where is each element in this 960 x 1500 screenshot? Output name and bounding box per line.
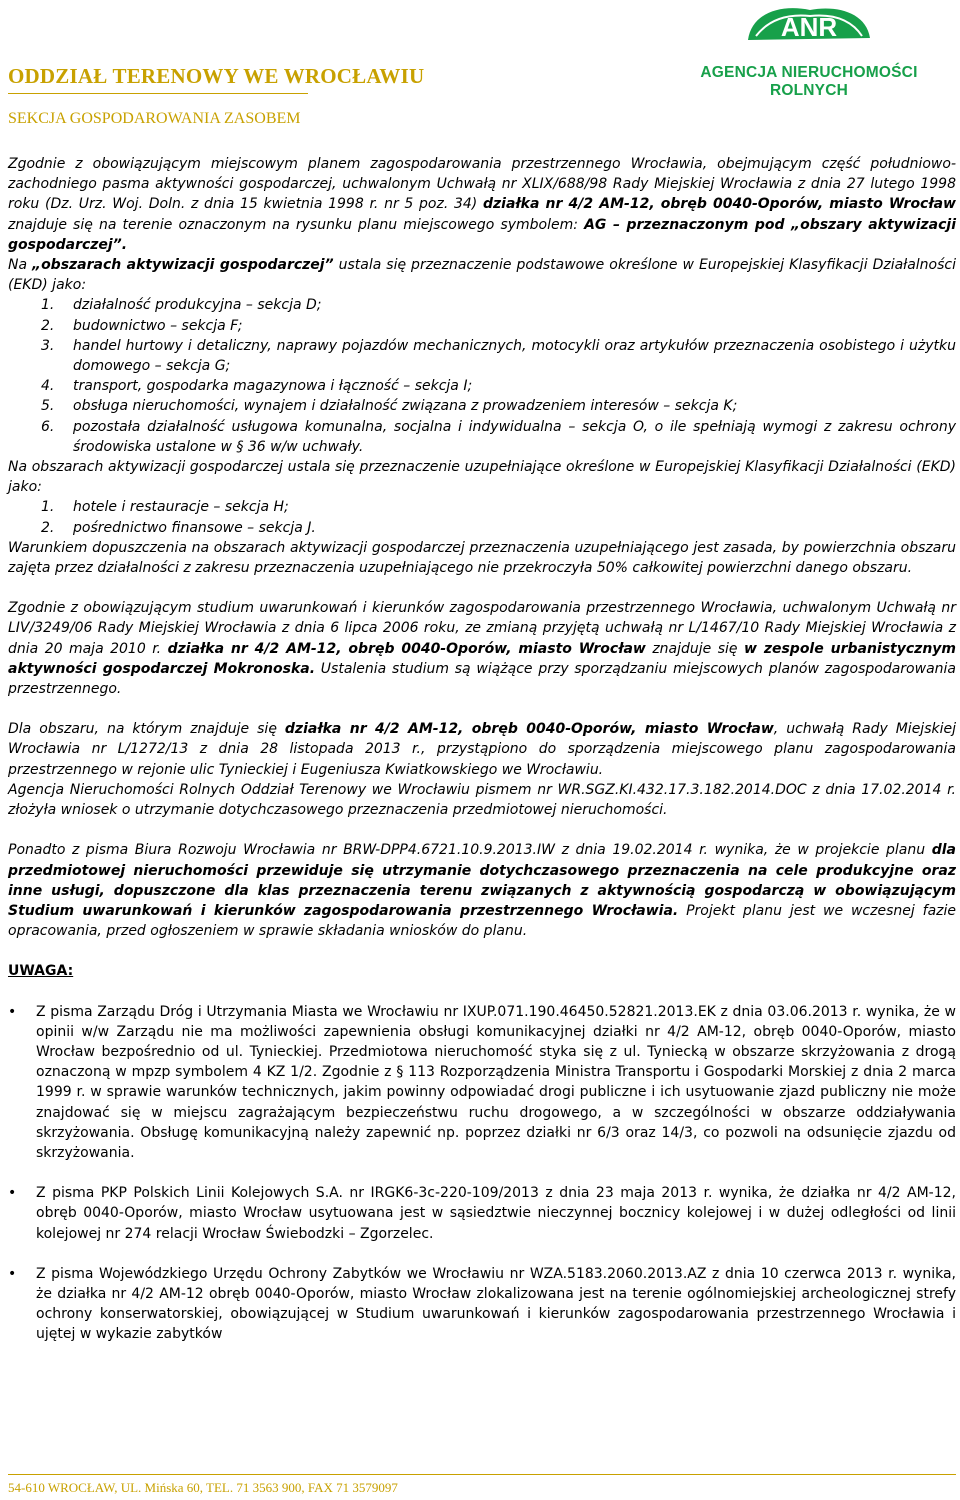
list-number: 4. [41,378,55,395]
bullet-text: Z pisma Wojewódzkiego Urzędu Ochrony Zabytków we Wrocławiu nr WZA.5183.2060.2013.AZ z dnia 10 czerwca 2013 r. wynika, że działka nr 4/2 AM-12 obręb 0040-Oporów, miasto Wrocław zlokalizowana jest na terenie ogólnomiejskiej archeologicznej strefy ochrony konserwatorskiej, obowiązującej w Studium uwarunkowań i kierunków zagospodarowania przestrzennego Wrocławia i ujętej w wykazie zabytków [36,1265,956,1343]
paragraph-study [8,598,956,699]
paragraph-new-plan [8,719,956,780]
p1-text-3: znajduje się na terenie oznaczonym na rysunku planu miejscowego symbolem: [8,216,585,233]
document-body [8,154,956,1365]
bullet-text: Z pisma PKP Polskich Linii Kolejowych S.A. nr IRGK6-3c-220-109/2013 z dnia 23 maja 2013 r. wynika, że działka nr 4/2 AM-12, obręb 0040-Oporów, miasto Wrocław usytuowana jest w sąsiedztwie nieczynnej bocznicy kolejowej i w dużej odległości od linii kolejowej nr 274 relacji Wrocław Świebodzki – Zgorzelec. [36,1185,956,1242]
p4-plot: działka nr 4/2 AM-12, obręb 0040-Oporów, miasto Wrocław [167,640,646,657]
p4-text-5: Ustalenia studium są wiążące przy sporządzaniu miejscowych planów zagospodarowania przestrzennego. [8,660,956,698]
list-number: 6. [41,418,55,435]
list-item [8,1264,956,1345]
basic-purpose-list [8,295,956,457]
p1-text-1: Zgodnie z obowiązującym miejscowym planem zagospodarowania przestrzennego Wrocławia, obejmującym część południowo-zachodniego pasma aktywności gospodarczej, uchwalonym Uchwałą nr XLIX/688/98 Rady Miejskiej Wrocławia z dnia 27 lutego 1998 roku (Dz. Urz. Woj. Doln. z dnia 15 kwietnia 1998 r. nr 5 poz. 34) [8,156,956,213]
p5-text-1: Dla obszaru, na którym znajduje się [8,721,285,738]
list-item [8,295,956,315]
paragraph-agency-request: Agencja Nieruchomości Rolnych Oddział Terenowy we Wrocławiu pismem nr WR.SGZ.KI.432.17.3.182.2014.DOC z dnia 17.02.2014 r. złożyła wniosek o utrzymanie dotychczasowego przeznaczenia przedmiotowej nieruchomości. [8,781,956,819]
list-number: 5. [41,398,55,415]
list-number: 2. [41,519,55,536]
footer-divider [8,1474,956,1475]
paragraph-supplementary: Na obszarach aktywizacji gospodarczej ustala się przeznaczenie uzupełniające określone w Europejskiej Klasyfikacji Działalności (EKD) jako: [8,459,956,496]
list-item [8,376,956,396]
footer-address: 54-610 WROCŁAW, UL. Mińska 60, TEL. 71 3563 900, FAX 71 3579097 [8,1480,398,1495]
list-item [8,316,956,336]
list-text: transport, gospodarka magazynowa i łączność – sekcja I; [73,378,473,395]
paragraph-brw [8,840,956,941]
list-item [8,1002,956,1164]
p4-text-3: znajduje się [645,640,744,657]
p7-text-1: Ponadto z pisma Biura Rozwoju Wrocławia nr BRW-DPP4.6721.10.9.2013.IW z dnia 19.02.2014 r. wynika, że w projekcie planu [8,842,932,859]
paragraph-condition: Warunkiem dopuszczenia na obszarach aktywizacji gospodarczej przeznaczenia uzupełniającego jest zasada, by powierzchnia obszaru zajęta przez działalności z zakresu przeznaczenia uzupełniającego nie przekroczyła 50% całkowitej powierzchni danego obszaru. [8,539,956,577]
list-number: 1. [41,297,55,314]
p1-text-7: ustala się przeznaczenie podstawowe określone w Europejskiej Klasyfikacji Działalności (EKD) jako: [8,257,956,294]
uwaga-heading: UWAGA: [8,963,74,980]
bullet-icon: • [8,1185,17,1202]
p7-text-3: Projekt planu jest we wczesnej fazie opracowania, przed ogłoszeniem w sprawie składania wniosków do planu. [8,902,957,940]
list-text: hotele i restauracje – sekcja H; [73,499,289,516]
bullet-text: Z pisma Zarządu Dróg i Utrzymania Miasta we Wrocławiu nr IXUP.071.190.46450.52821.2013.EK z dnia 03.06.2013 r. wynika, że w opinii w/w Zarządu nie ma możliwości zapewnienia obsługi komunikacyjnej działki nr 4/2 AM-12, obręb 0040-Oporów, miasto Wrocław bezpośrednio od ul. Tynieckiej. Przedmiotowa nieruchomość styka się z ul. Tyniecką w obszarze skrzyżowania z drogą oznaczoną w mpzp symbolem 4 KZ 1/2. Zgodnie z § 113 Rozporządzenia Ministra Transportu i Gospodarki Morskiej z dnia 2 marca 1999 r. w sprawie warunków technicznych, jakim powinny odpowiadać drogi publiczne i ich usytuowanie zjazd publiczny nie może znajdować się w miejscu zagrażającym bezpieczeństwu ruchu drogowego, a w szczególności w obszarze oddziaływania skrzyżowania. Obsługę komunikacyjną należy zapewnić np. poprzez działki nr 6/3 oraz 14/3, co pozwoli na odsunięcie zjazdu od skrzyżowania. [36,1003,956,1161]
list-text: działalność produkcyjna – sekcja D; [73,297,322,314]
bullet-icon: • [8,1003,17,1020]
logo-name: AGENCJA NIERUCHOMOŚCI ROLNYCH [700,64,918,99]
list-item [8,396,956,416]
list-number: 2. [41,317,55,334]
p1-area-name: „obszarach aktywizacji gospodarczej” [32,257,334,274]
supplementary-purpose-list [8,497,956,537]
list-number: 3. [41,337,55,354]
p5-plot: działka nr 4/2 AM-12, obręb 0040-Oporów, miasto Wrocław [284,721,774,738]
list-text: budownictwo – sekcja F; [73,317,243,334]
list-number: 1. [41,499,55,516]
paragraph-plan [8,154,956,255]
logo-abbr: ANR [780,12,838,42]
section-name: SEKCJA GOSPODAROWANIA ZASOBEM [8,110,301,127]
p1-symbol: AG – przeznaczonym pod „obszary aktywizacji gospodarczej”. [8,216,957,253]
p1-text-5: Na [8,257,33,274]
paragraph-basic-purpose [8,255,956,295]
list-text: obsługa nieruchomości, wynajem i działalność związana z prowadzeniem interesów – sekcja K; [73,398,738,415]
list-item [8,1183,956,1244]
header-org [8,64,424,89]
list-text: pośrednictwo finansowe – sekcja J. [73,519,316,536]
list-item [8,417,956,457]
list-item [8,336,956,376]
p4-text-1: Zgodnie z obowiązującym studium uwarunkowań i kierunków zagospodarowania przestrzennego Wrocławia, uchwalonym Uchwałą nr LIV/3249/06 Rady Miejskiej Wrocławia z dnia 6 lipca 2006 roku, ze zmianą przyjętą uchwałą nr L/1467/10 Rady Miejskiej Wrocławia z dnia 20 maja 2010 r. [8,600,956,657]
p1-plot: działka nr 4/2 AM-12, obręb 0040-Oporów, miasto Wrocław [482,196,956,213]
org-name: ODDZIAŁ TERENOWY WE WROCŁAWIU [8,64,425,88]
list-item [8,497,956,517]
header-divider [8,93,308,94]
p5-text-3: , uchwałą Rady Miejskiej Wrocławia nr L/1272/13 z dnia 28 listopada 2013 r., przystąpiono do sporządzenia miejscowego planu zagospodarowania przestrzennego w rejonie ulic Tynieckiej i Eugeniusza Kwiatkowskiego we Wrocławiu. [8,721,956,778]
list-item [8,518,956,538]
p4-zone: w zespole urbanistycznym aktywności gospodarczej Mokronoska. [8,640,956,677]
bullet-icon: • [8,1265,17,1282]
list-text: pozostała działalność usługowa komunalna, socjalna i indywidualna – sekcja O, o ile spełniają wymogi z zakresu ochrony środowiska ustalone w § 36 w/w uchwały. [73,418,956,455]
uwaga-list [8,1002,956,1345]
p7-bold: dla przedmiotowej nieruchomości przewiduje się utrzymanie dotychczasowego przeznaczenia na cele produkcyjne oraz inne usługi, dopuszczone dla klas przeznaczenia terenu związanych z aktywnością gospodarczą w obowiązującym Studium uwarunkowań i kierunków zagospodarowania przestrzennego Wrocławia. [8,842,956,919]
list-text: handel hurtowy i detaliczny, naprawy pojazdów mechanicznych, motocykli oraz artykułów przeznaczenia osobistego i użytku domowego – sekcja G; [73,337,956,375]
